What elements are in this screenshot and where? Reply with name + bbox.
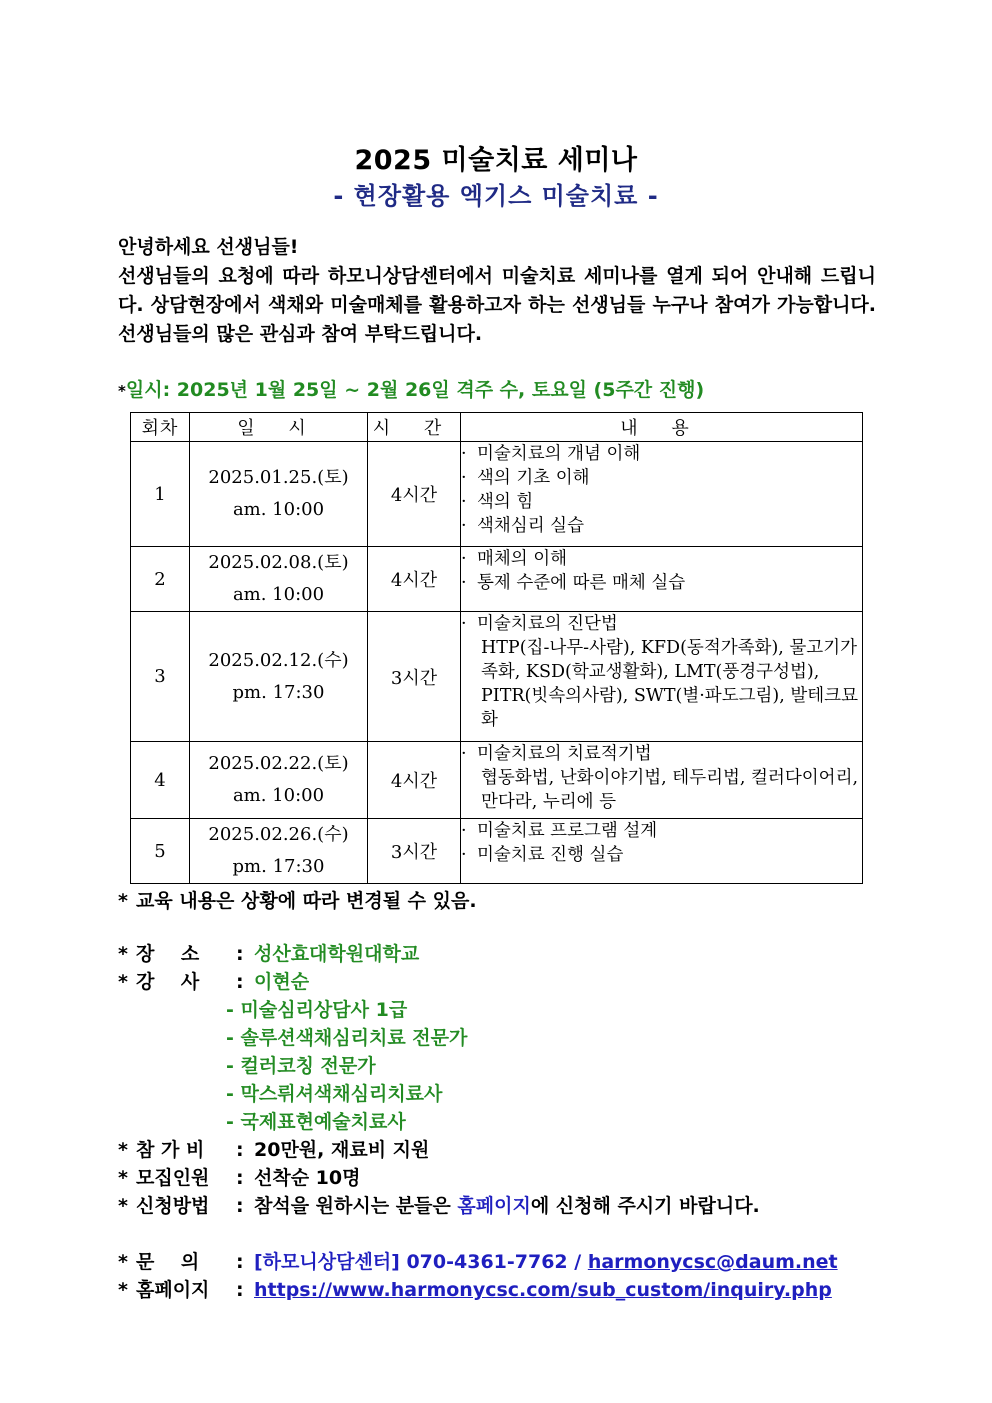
list-item: · 미술치료의 개념 이해 [461, 444, 641, 464]
page-subtitle: - 현장활용 엑기스 미술치료 - [333, 182, 659, 210]
session-number: 3 [131, 612, 190, 742]
credential-item: - 국제표현예술치료사 [226, 1111, 406, 1133]
credential-item: - 컬러코칭 전문가 [226, 1055, 376, 1077]
list-item-detail: HTP(집-나무-사람), KFD(동적가족화), 물고기가족화, KSD(학교생활화), LMT(풍경구성법), PITR(빗속의사람), SWT(별·파도그림), 발테크묘화 [481, 638, 858, 730]
header-duration: 시 간 [368, 413, 461, 442]
page-title: 2025 미술치료 세미나 [354, 145, 638, 176]
spacer [118, 1220, 838, 1248]
fee-value: 20만원, 재료비 지원 [254, 1139, 430, 1161]
session-content [461, 819, 863, 884]
session-time: am. 10:00 [232, 499, 325, 520]
list-item: · 미술치료 프로그램 설계 [461, 821, 658, 841]
intro-greeting: 안녕하세요 선생님들! [118, 236, 299, 258]
session-time: am. 10:00 [232, 584, 325, 605]
apply-label: 신청방법 [136, 1195, 210, 1217]
schedule-value: 2025년 1월 25일 ~ 2월 26일 격주 수, 토요일 (5주간 진행) [176, 379, 705, 401]
venue-row: * 장 소 : 성산효대학원대학교 [118, 940, 838, 968]
list-item: · 미술치료 진행 실습 [461, 845, 624, 865]
venue-value: 성산효대학원대학교 [254, 943, 420, 965]
fee-row: * 참 가 비 : 20만원, 재료비 지원 [118, 1136, 838, 1164]
session-datetime [190, 819, 368, 884]
header-session: 회차 [131, 413, 190, 442]
contact-label: 문 의 [136, 1251, 200, 1273]
credential-item: - 막스뤼셔색채심리치료사 [226, 1083, 443, 1105]
star-mark: * [118, 382, 126, 400]
schedule-table [130, 412, 863, 884]
session-time: pm. 17:30 [232, 856, 325, 877]
session-date: 2025.02.08.(토) [208, 552, 349, 573]
session-time: am. 10:00 [232, 785, 325, 806]
session-date: 2025.02.26.(수) [208, 824, 349, 845]
session-datetime [190, 612, 368, 742]
session-number: 4 [131, 742, 190, 819]
apply-row: * 신청방법 : 참석을 원하시는 분들은 홈페이지에 신청해 주시기 바랍니다. [118, 1192, 838, 1220]
session-duration: 4시간 [368, 742, 461, 819]
fee-label: 참 가 비 [136, 1139, 205, 1161]
schedule-line [118, 375, 704, 402]
session-content [461, 442, 863, 547]
credential-item: - 솔루션색채심리치료 전문가 [226, 1027, 468, 1049]
header-date: 일 시 [190, 413, 368, 442]
contact-row: * 문 의 : [하모니상담센터] 070-4361-7762 / harmonycsc@daum.net [118, 1248, 838, 1276]
session-number: 5 [131, 819, 190, 884]
instructor-label: 강 사 [136, 971, 200, 993]
list-item: · 통제 수준에 따른 매체 실습 [461, 573, 686, 593]
list-item: · 미술치료의 치료적기법 [461, 744, 652, 764]
homepage-url-link[interactable]: https://www.harmonycsc.com/sub_custom/inquiry.php [254, 1279, 832, 1301]
session-date: 2025.02.12.(수) [208, 649, 349, 671]
list-item: · 색의 기초 이해 [461, 468, 590, 488]
session-duration: 3시간 [368, 819, 461, 884]
session-content [461, 742, 863, 819]
change-notice: * 교육 내용은 상황에 따라 변경될 수 있음. [118, 890, 477, 912]
instructor-value: 이현순 [254, 971, 310, 993]
contact-email-link[interactable]: harmonycsc@daum.net [587, 1251, 838, 1273]
apply-text-pre: 참석을 원하시는 분들은 [254, 1195, 458, 1217]
session-content [461, 612, 863, 742]
session-number: 1 [131, 442, 190, 547]
venue-label: 장 소 [136, 943, 200, 965]
session-duration: 3시간 [368, 612, 461, 742]
table-row [131, 742, 863, 819]
table-row [131, 442, 863, 547]
homepage-label: 홈페이지 [136, 1279, 210, 1301]
instructor-row: * 강 사 : 이현순 [118, 968, 838, 996]
homepage-row: * 홈페이지 : https://www.harmonycsc.com/sub_custom/inquiry.php [118, 1276, 838, 1304]
session-time: pm. 17:30 [232, 681, 325, 703]
list-item-detail: 협동화법, 난화이야기법, 테두리법, 컬러다이어리, 만다라, 누리에 등 [481, 768, 859, 812]
list-item: · 미술치료의 진단법 [461, 614, 618, 634]
homepage-mention: 홈페이지 [457, 1195, 531, 1217]
capacity-value: 선착순 10명 [254, 1167, 361, 1189]
session-datetime [190, 547, 368, 612]
details-section [118, 940, 838, 1304]
table-row [131, 612, 863, 742]
session-duration: 4시간 [368, 547, 461, 612]
header-content: 내 용 [461, 413, 863, 442]
capacity-row: * 모집인원 : 선착순 10명 [118, 1164, 838, 1192]
session-date: 2025.02.22.(토) [208, 753, 349, 774]
apply-text-post: 에 신청해 주시기 바랍니다. [530, 1195, 760, 1217]
list-item: · 색의 힘 [461, 492, 534, 512]
table-row [131, 547, 863, 612]
table-row [131, 819, 863, 884]
capacity-label: 모집인원 [136, 1167, 210, 1189]
list-item: · 색채심리 실습 [461, 516, 584, 536]
session-datetime [190, 742, 368, 819]
list-item: · 매체의 이해 [461, 549, 568, 569]
session-date: 2025.01.25.(토) [208, 467, 349, 488]
intro-paragraph: 선생님들의 요청에 따라 하모니상담센터에서 미술치료 세미나를 열게 되어 안내해 드립니다. 상담현장에서 색채와 미술매체를 활용하고자 하는 선생님들 누구나 참여가 가능합니다. 선생님들의 많은 관심과 참여 부탁드립니다. [118, 265, 876, 345]
session-duration: 4시간 [368, 442, 461, 547]
session-number: 2 [131, 547, 190, 612]
session-datetime [190, 442, 368, 547]
table-header-row [131, 413, 863, 442]
contact-org: [하모니상담센터] 070-4361-7762 / [254, 1251, 588, 1273]
credential-item: - 미술심리상담사 1급 [226, 999, 408, 1021]
intro-section [118, 233, 876, 349]
session-content [461, 547, 863, 612]
schedule-label: 일시: [125, 379, 177, 401]
